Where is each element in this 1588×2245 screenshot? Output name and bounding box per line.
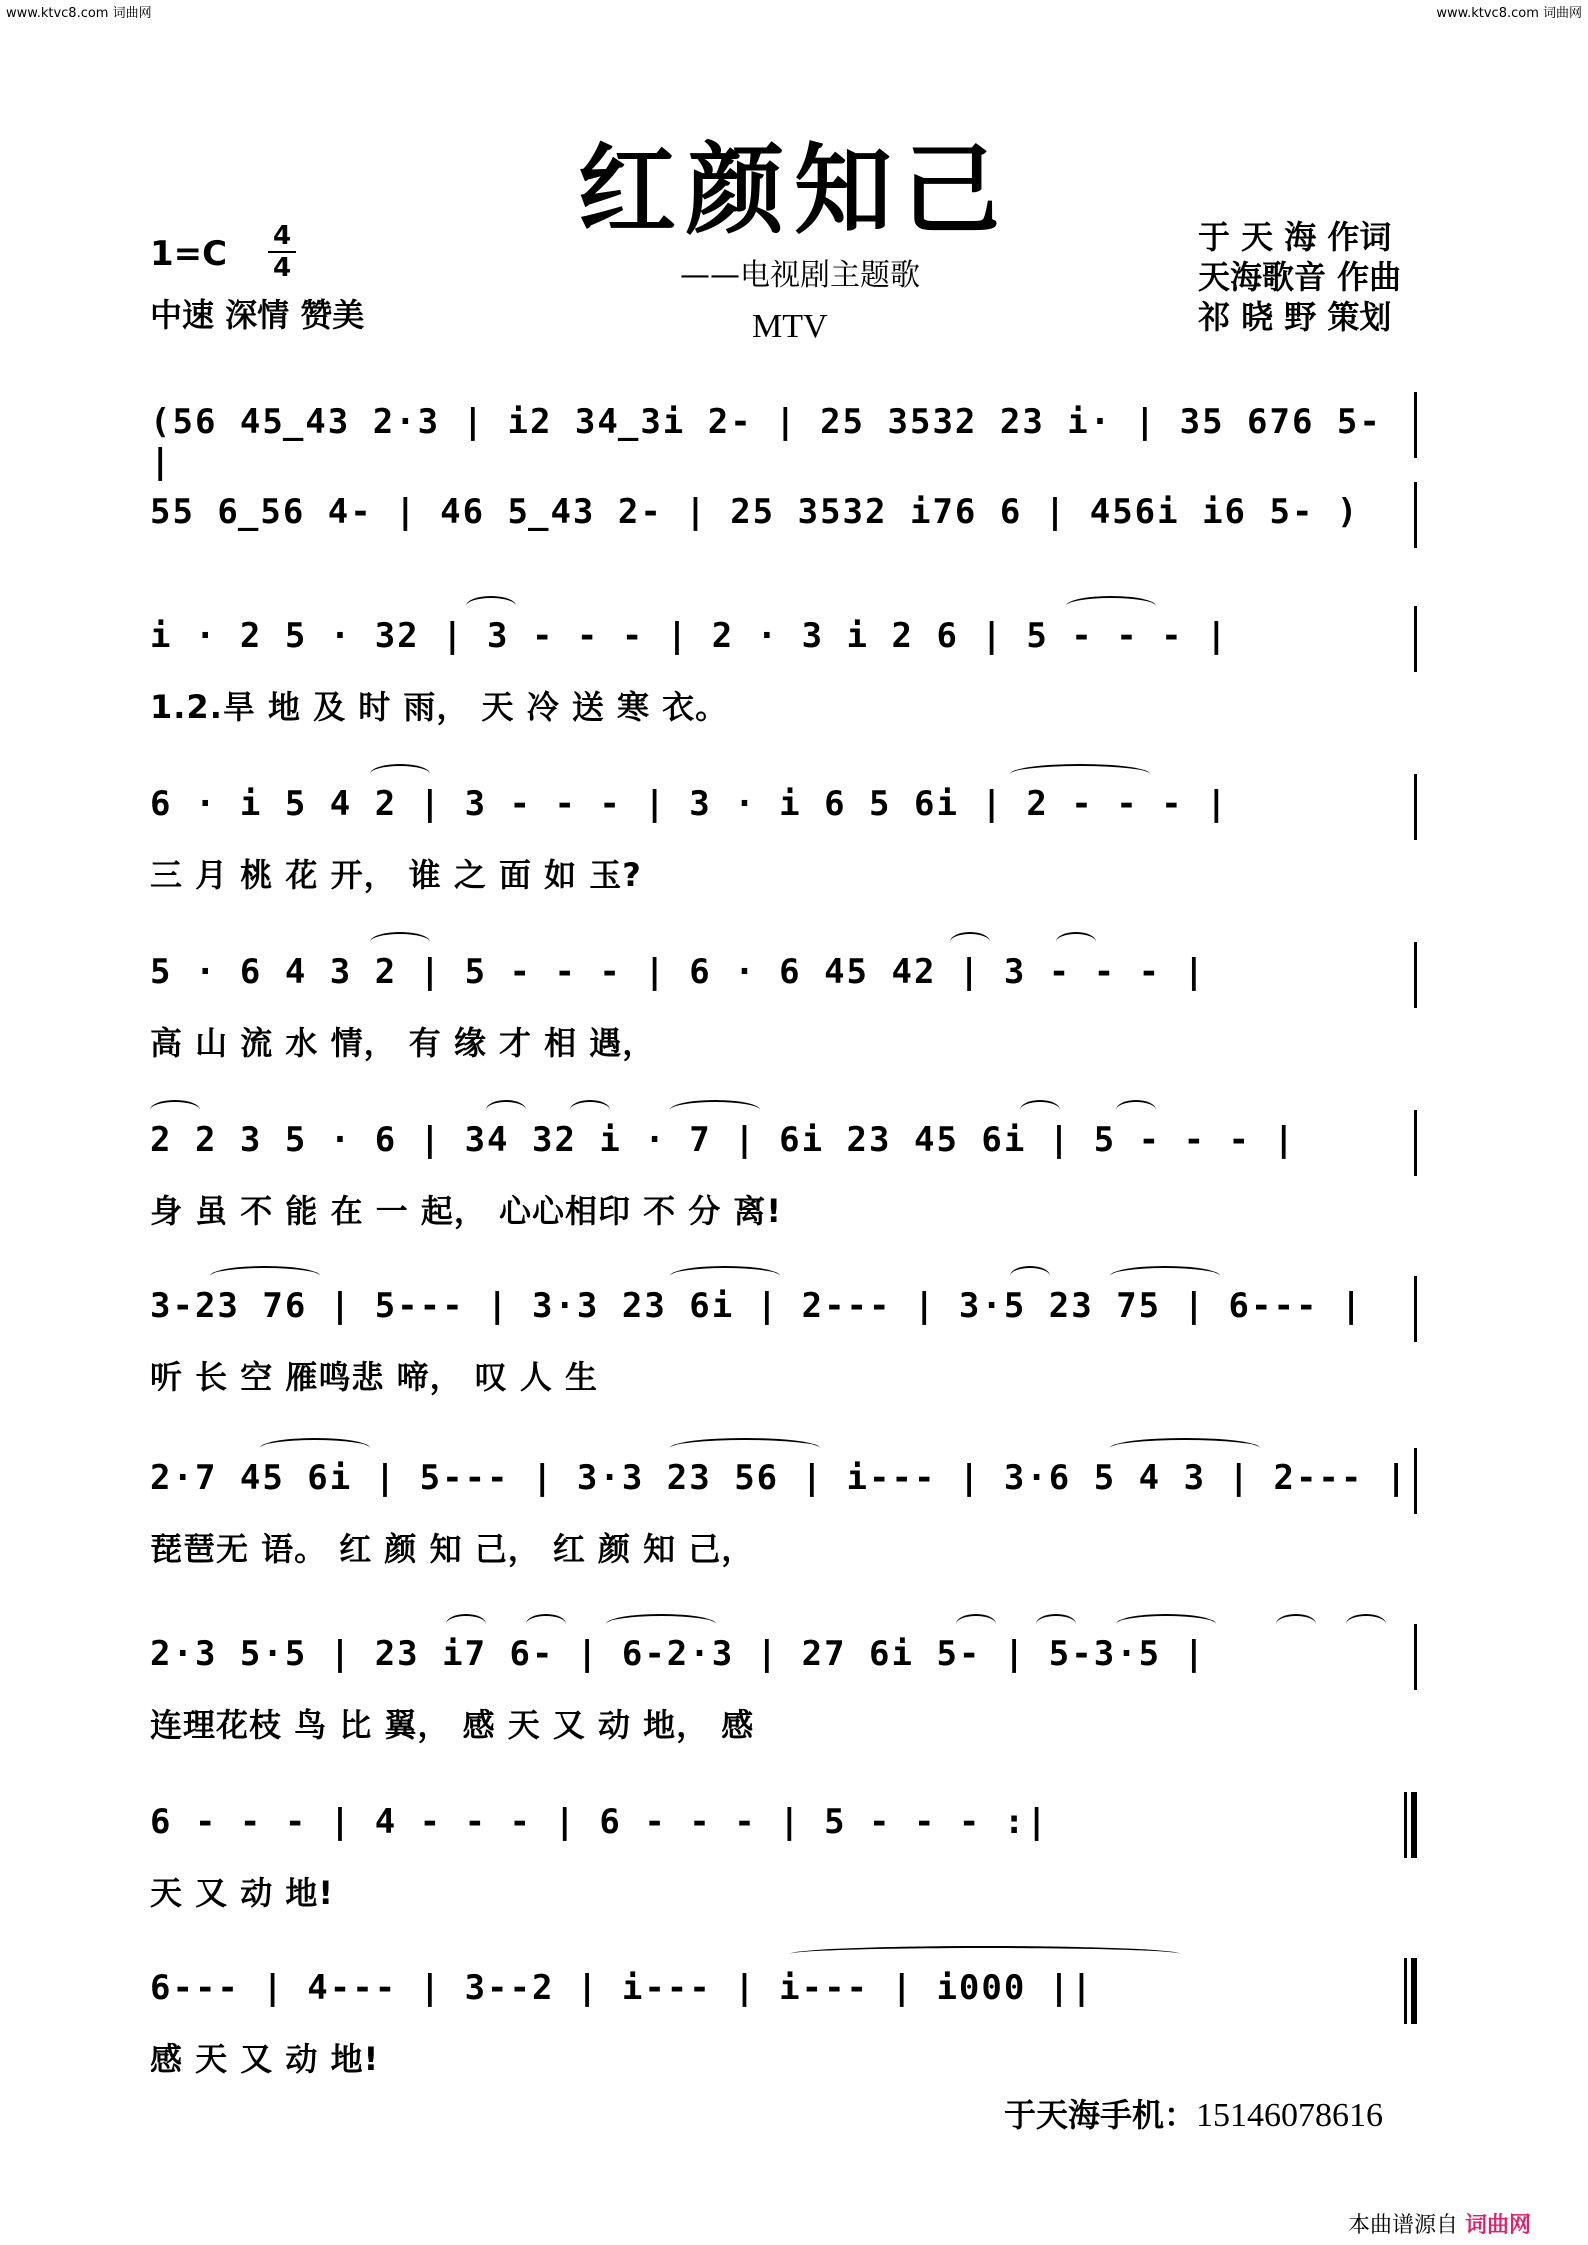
lyrics-line: 高 山 流 水 情， 有 缘 才 相 遇， bbox=[150, 1024, 656, 1062]
final-barline bbox=[1404, 1958, 1416, 2024]
notes-line: 5 · 6 4 3 2 | 5 - - - | 6 · 6 45 42 | 3 - - - | bbox=[150, 952, 1207, 992]
notes-line: 3-23 76 | 5--- | 3·3 23 6i | 2--- | 3·5 23 75 | 6--- | bbox=[150, 1286, 1364, 1326]
lyrics-line: 三 月 桃 花 开， 谁 之 面 如 玉? bbox=[150, 856, 642, 894]
source-credit-prefix: 本曲谱源自 bbox=[1348, 2213, 1459, 2238]
source-credit bbox=[1348, 2208, 1531, 2239]
notes-line: (56 45̲43 2·3 | i2 34̲3i 2- | 25 3532 23 i· | 35 676 5- | bbox=[150, 402, 1382, 482]
notes-line: 55 6̲56 4- | 46 5̲43 2- | 25 3532 i76 6 | 456i i6 5- ) bbox=[150, 492, 1360, 532]
credit-music: 天海歌音 作曲 bbox=[1198, 258, 1402, 296]
song-title: 红颜知己 bbox=[577, 133, 1010, 248]
mtv-label: MTV bbox=[752, 308, 828, 345]
time-signature bbox=[268, 222, 296, 282]
time-sig-top: 4 bbox=[272, 221, 292, 251]
notes-line: 2·3 5·5 | 23 i7 6- | 6-2·3 | 27 6i 5- | 5-3·5 | bbox=[150, 1634, 1207, 1674]
contact-phone: 15146078616 bbox=[1196, 2097, 1384, 2134]
credit-lyrics: 于 天 海 作词 bbox=[1198, 218, 1392, 256]
notes-line: 2·7 45 6i | 5--- | 3·3 23 56 | i--- | 3·6 5 4 3 | 2--- | bbox=[150, 1458, 1409, 1498]
notes-line: 6 - - - | 4 - - - | 6 - - - | 5 - - - :| bbox=[150, 1802, 1049, 1842]
watermark-left: www.ktvc8.com 词曲网 bbox=[6, 6, 152, 21]
tempo-marking: 中速 深情 赞美 bbox=[150, 296, 365, 334]
lyrics-line: 天 又 动 地! bbox=[150, 1874, 335, 1912]
lyrics-line: 1.2.旱 地 及 时 雨， 天 冷 送 寒 衣。 bbox=[150, 688, 729, 726]
lyrics-line: 连理花枝 鸟 比 翼， 感 天 又 动 地， 感 bbox=[150, 1706, 755, 1744]
song-subtitle: ——电视剧主题歌 bbox=[680, 258, 920, 293]
lyrics-line: 感 天 又 动 地! bbox=[150, 2040, 380, 2078]
credit-planning: 祁 晓 野 策划 bbox=[1198, 298, 1392, 336]
notes-line: i · 2 5 · 32 | 3 - - - | 2 · 3 i 2 6 | 5 - - - | bbox=[150, 616, 1229, 656]
lyrics-line: 琵琶无 语。 红 颜 知 己， 红 颜 知 己， bbox=[150, 1530, 755, 1568]
notes-line: 6 · i 5 4 2 | 3 - - - | 3 · i 6 5 6i | 2 - - - | bbox=[150, 784, 1229, 824]
lyrics-line: 听 长 空 雁鸣悲 啼， 叹 人 生 bbox=[150, 1358, 598, 1396]
notes-line: 2 2 3 5 · 6 | 34 32 i · 7 | 6i 23 45 6i | 5 - - - | bbox=[150, 1120, 1296, 1160]
source-credit-site[interactable]: 词曲网 bbox=[1465, 2213, 1532, 2238]
repeat-end-barline bbox=[1404, 1792, 1416, 1858]
time-sig-bottom: 4 bbox=[272, 253, 292, 283]
contact-label: 于天海手机： bbox=[1004, 2096, 1197, 2134]
lyrics-line: 身 虽 不 能 在 一 起， 心心相印 不 分 离! bbox=[150, 1192, 783, 1230]
watermark-right: www.ktvc8.com 词曲网 bbox=[1436, 6, 1582, 21]
notes-line: 6--- | 4--- | 3--2 | i--- | i--- | i000 || bbox=[150, 1968, 1094, 2008]
key-signature: 1=C bbox=[150, 234, 228, 274]
contact-footer bbox=[1004, 2090, 1383, 2136]
